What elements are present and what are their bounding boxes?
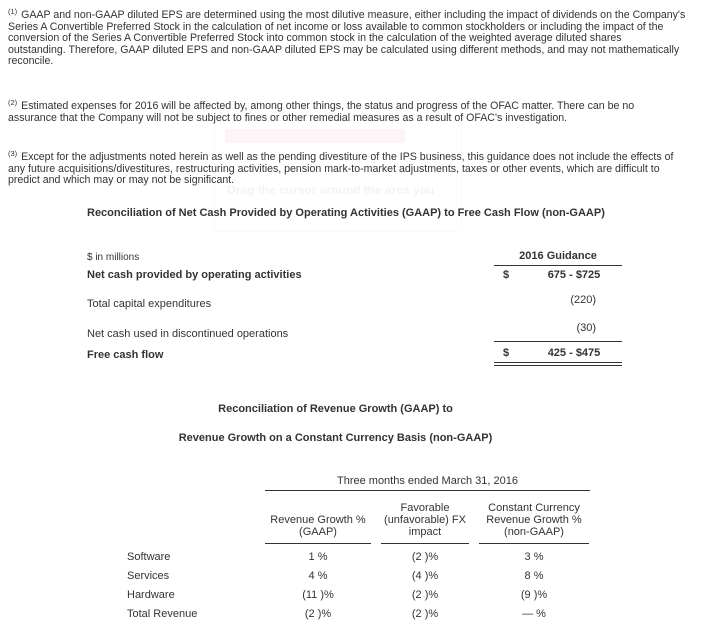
fcf-row-label: Free cash flow	[87, 349, 164, 361]
fcf-subtotal-rule	[494, 341, 622, 342]
row-label-services: Services	[127, 570, 170, 582]
constant-currency-column-header	[479, 502, 589, 538]
fcf-column-header: 2016 Guidance	[519, 250, 597, 262]
fcf-row-value: 675 - $725	[547, 269, 601, 281]
services-fx-impact: (4 )%	[411, 570, 439, 582]
software-fx-impact: (2 )%	[411, 551, 439, 563]
footnote-3	[8, 148, 698, 187]
watermark-text: Drag the cursor around the area you	[227, 183, 435, 197]
cc-column-header-line: Constant Currency	[488, 502, 580, 514]
footnote-1-line-5: reconcile.	[8, 55, 54, 67]
fcf-row-value: (30)	[576, 322, 596, 334]
footnote-2	[8, 97, 698, 124]
footnote-3-line-1: Except for the adjustments noted herein as well as the pending divestiture of the IPS business, this guidance does not include the effects of	[21, 151, 674, 163]
revenue-column-header-line: Revenue Growth %	[270, 514, 366, 526]
total-fx-impact: (2 )%	[411, 608, 439, 620]
fcf-row-value: (220)	[570, 294, 596, 306]
revenue-table-title-line-1: Reconciliation of Revenue Growth (GAAP) to	[218, 403, 453, 415]
footnote-1-line-2: Series A Convertible Preferred Stock in the calculation of net income or loss available to common stockholders or including the impact of the	[8, 20, 664, 33]
footnote-2-marker: (2)	[8, 98, 18, 107]
fx-column-rule	[381, 543, 469, 544]
footnote-1-line-3: conversion of the Series A Convertible Preferred Stock into common stock in the calculation of the weighted average diluted shares	[8, 32, 622, 44]
revenue-period-header: Three months ended March 31, 2016	[336, 475, 518, 487]
fcf-row-currency: $	[503, 269, 510, 281]
row-label-hardware: Hardware	[127, 589, 175, 601]
footnote-1-marker: (1)	[8, 7, 18, 16]
footnote-2-line-2: assurance that the Company will not be subject to fines or other remedial measures as a result of OFAC's investigation.	[8, 111, 568, 124]
watermark-bar	[225, 129, 405, 143]
cc-column-rule	[479, 543, 589, 544]
revenue-table-title-line-2: Revenue Growth on a Constant Currency Basis (non-GAAP)	[178, 432, 493, 444]
footnote-2-line-1: Estimated expenses for 2016 will be affected by, among other things, the status and progress of the OFAC matter. There can be no	[21, 100, 635, 112]
total-constant-currency: — %	[522, 608, 546, 620]
revenue-period-rule	[265, 490, 590, 491]
fcf-total-double-rule-bottom	[494, 365, 622, 366]
software-revenue-growth: 1 %	[308, 551, 328, 563]
footnote-3-line-2: any future acquisitions/divestitures, restructuring activities, pension mark-to-market adjustments, taxes or other events, which are difficult to	[8, 162, 660, 175]
fcf-row-label: Total capital expenditures	[87, 298, 212, 310]
fcf-row-currency: $	[503, 347, 510, 359]
fx-impact-column-header	[381, 502, 469, 538]
row-label-software: Software	[127, 551, 171, 563]
fcf-total-double-rule-top	[494, 362, 622, 363]
hardware-constant-currency: (9 )%	[520, 589, 548, 601]
fx-column-header-line: (unfavorable) FX	[384, 514, 466, 526]
revenue-column-rule	[265, 543, 371, 544]
revenue-column-header-line: (GAAP)	[299, 526, 337, 538]
fx-column-header-line: impact	[408, 526, 442, 538]
footnote-1-line-4: outstanding. Therefore, GAAP diluted EPS and non-GAAP diluted EPS may be calculated using different methods, and may not mathematically	[8, 43, 680, 56]
footnote-3-line-3: predict and which may or may not be significant.	[8, 174, 235, 186]
fcf-table-title: Reconciliation of Net Cash Provided by Operating Activities (GAAP) to Free Cash Flow (non-GAAP)	[87, 207, 605, 219]
footnote-1	[8, 6, 698, 68]
fcf-units-label: $ in millions	[87, 252, 140, 263]
total-revenue-growth: (2 )%	[304, 608, 332, 620]
fcf-row-label: Net cash provided by operating activities	[87, 269, 302, 281]
fx-column-header-line: Favorable	[400, 502, 450, 514]
software-constant-currency: 3 %	[524, 551, 544, 563]
cc-column-header-line: Revenue Growth %	[486, 514, 582, 526]
footnote-1-line-1: GAAP and non-GAAP diluted EPS are determined using the most dilutive measure, either including the impact of dividends on the Company's	[21, 9, 686, 21]
services-revenue-growth: 4 %	[308, 570, 328, 582]
services-constant-currency: 8 %	[524, 570, 544, 582]
hardware-revenue-growth: (11 )%	[302, 589, 334, 601]
cc-column-header-line: (non-GAAP)	[504, 526, 564, 538]
fcf-header-rule	[494, 265, 622, 266]
fcf-row-label: Net cash used in discontinued operations	[87, 328, 289, 340]
footnote-3-marker: (3)	[8, 149, 18, 158]
revenue-column-header	[265, 514, 371, 538]
hardware-fx-impact: (2 )%	[411, 589, 439, 601]
row-label-total-revenue: Total Revenue	[127, 608, 198, 620]
fcf-row-value: 425 - $475	[547, 347, 601, 359]
